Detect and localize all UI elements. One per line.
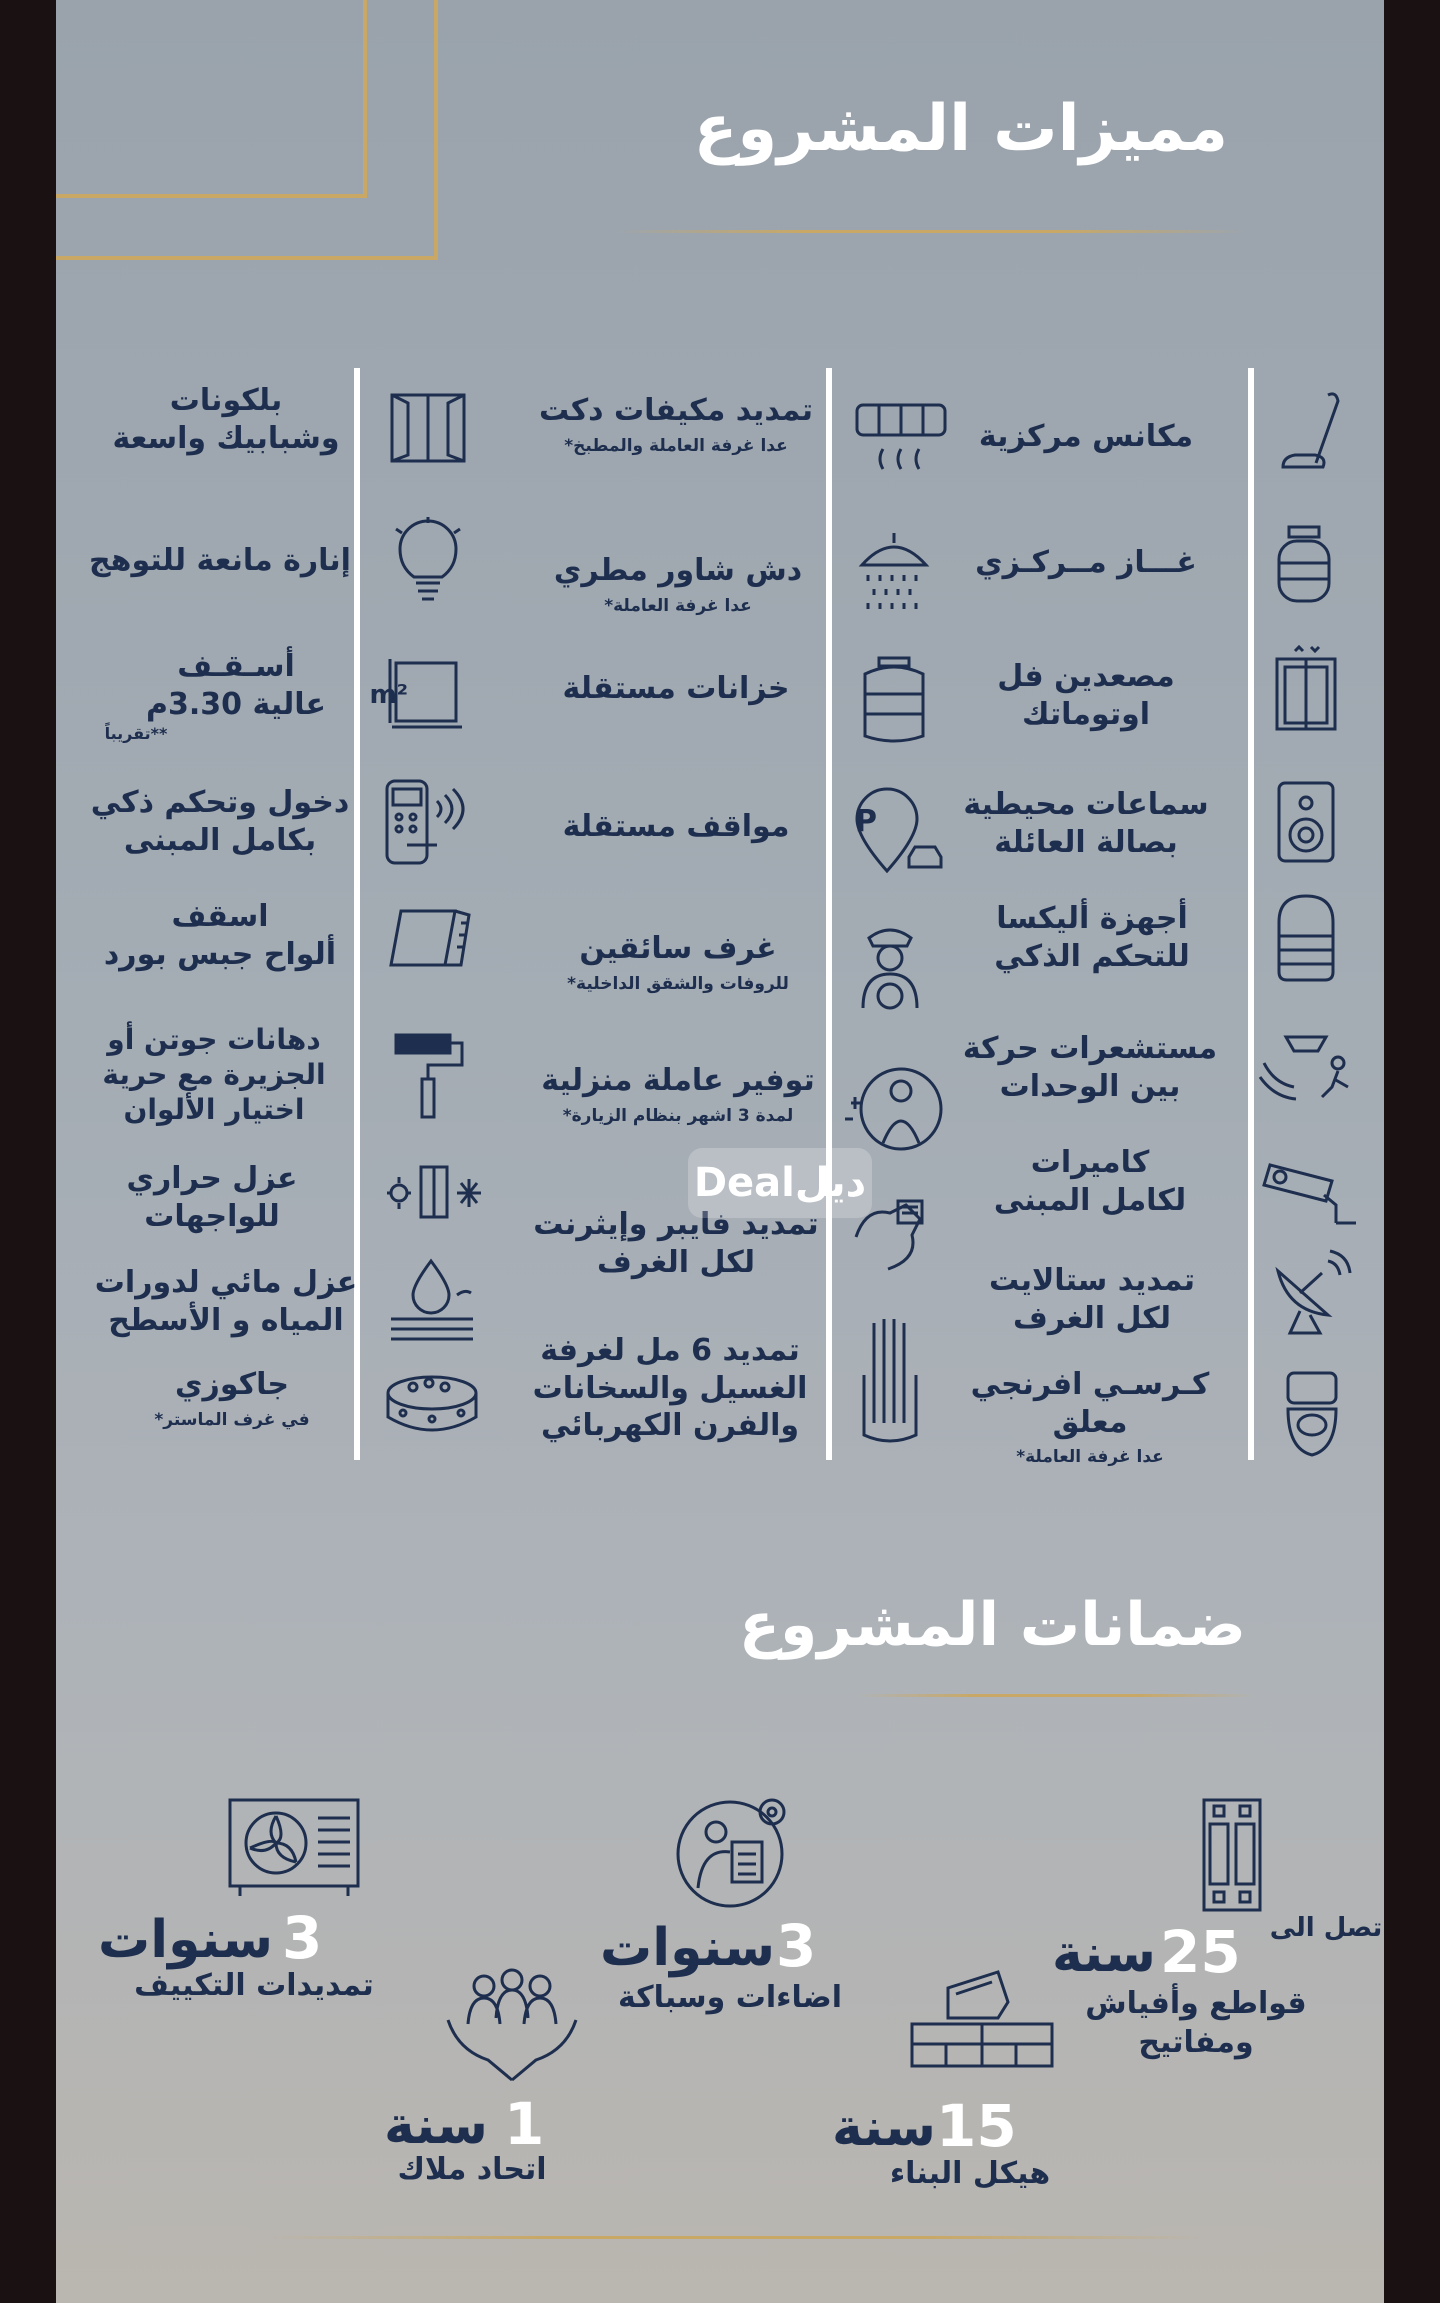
feature-label: تمديد مكيفات دكت عدا غرفة العاملة والمطبخ* [538,393,814,456]
title-underline [856,1694,1256,1697]
warranty-prefix: تصل الى [1269,1913,1383,1943]
camera-icon [1264,1155,1360,1229]
deal-watermark: ديلDeal [688,1148,872,1218]
warranty-unit: سنة [384,2096,488,2156]
warranty-unit: سنوات [600,1918,776,1978]
feature-label: مستشعرات حركة بين الوحدات [962,1031,1218,1104]
area-m2-icon [369,655,466,733]
footer-line [266,2236,1206,2239]
satellite-dish-icon [1270,1251,1350,1337]
elevator-icon [1273,647,1339,733]
feature-label: تمديد ستالايت لكل الغرف [988,1263,1196,1336]
feature-label: تمديد فايبر وإيثرنت لكل الغرف [533,1207,819,1280]
warranty-years: 3 [282,1904,323,1972]
feature-label: غرف سائقين للروفات والشقق الداخلية* [567,931,789,994]
warranty-years: 3 [776,1912,817,1980]
feature-label: كـرسـي افرنجي معلق عدا غرفة العاملة* [970,1367,1210,1467]
feature-label: أسـقـف عالية 3.30م [146,649,326,722]
warranty-years: 25 [1160,1918,1241,1986]
svg-text:m²: m² [369,680,408,710]
feature-label: كاميرات لكامل المبنى [993,1145,1187,1218]
warranty-description: قواطع وأفياش ومفاتيح [1085,1986,1307,2060]
warranty-years: 1 [504,2090,545,2158]
technician-icon [672,1792,792,1912]
feature-label: سماعات محيطية بصالة العائلة [963,787,1209,860]
driver-icon [855,920,925,1012]
feature-label: جاكوزي في غرف الماستر* [154,1367,310,1430]
feature-label: إنارة مانعة للتوهج [89,543,351,578]
breaker-icon [1200,1794,1264,1914]
feature-label: توفير عاملة منزلية لمدة 3 اشهر بنظام الزيارة* [541,1063,815,1126]
warranty-description: تمديدات التكييف [134,1968,374,2003]
feature-note: **تقريباً [104,724,168,743]
warranty-title: ضمانات المشروع [739,1590,1246,1660]
duct-ac-icon [853,393,949,483]
feature-label: تمديد 6 مل لغرفة الغسيل والسخانات والفرن الكهربائي [532,1333,808,1443]
toilet-icon [1282,1369,1342,1459]
feature-label: دهانات جوتن أو الجزيرة مع حرية اختيار الألوان [102,1023,326,1126]
warranty-description: هيكل البناء [889,2156,1051,2191]
parking-icon [853,785,943,875]
column-divider [826,368,832,1460]
rain-shower-icon [856,529,932,619]
feature-label: مكانس مركزية [978,419,1194,454]
warranty-description: اتحاد ملاك [397,2152,547,2187]
jacuzzi-icon [383,1365,481,1435]
feature-label: مصعدين فل اوتوماتك [997,659,1175,732]
features-title: مميزات المشروع [693,92,1228,166]
feature-label: عزل حراري للواجهات [126,1161,298,1234]
title-underline [616,230,1246,233]
poster-panel [56,0,1384,2303]
thermal-insulation-icon [385,1163,483,1221]
feature-label: دش شاور مطري عدا غرفة العاملة* [553,553,803,616]
feature-label: بلكونات وشبابيك واسعة [112,383,340,456]
water-tank-icon [857,654,931,746]
gas-cylinder-icon [1271,523,1337,609]
water-insulation-icon [387,1257,477,1343]
feature-label: اسقف ألواح جبس بورد [103,899,337,972]
warranty-unit: سنة [832,2098,936,2158]
housemaid-icon [839,1063,949,1153]
bricks-icon [908,1964,1056,2072]
column-divider [1248,368,1254,1460]
ac-unit-icon [226,1796,362,1900]
light-bulb-icon [390,515,466,605]
speaker-icon [1275,779,1337,865]
feature-label: غـــاز مــركـزي [975,545,1197,580]
paint-roller-icon [390,1031,470,1121]
smart-lock-icon [381,777,471,867]
gypsum-board-icon [387,905,473,971]
warranty-years: 15 [936,2092,1017,2160]
feature-label: أجهزة أليكسا للتحكم الذكي [994,901,1190,974]
warranty-unit: سنة [1052,1924,1156,1984]
motion-sensor-icon [1256,1033,1360,1103]
feature-label: مواقف مستقلة [562,809,790,844]
owners-union-icon [444,1970,580,2082]
feature-label: دخول وتحكم ذكي بكامل المبنى [90,785,350,858]
gold-frame-inner [56,0,367,198]
feature-label: خزانات مستقلة [562,671,790,706]
warranty-description: اضاءات وسباكة [617,1980,843,2015]
warranty-unit: سنوات [98,1910,274,1970]
svg-text:P: P [855,804,877,839]
window-icon [388,391,468,465]
vacuum-icon [1273,387,1343,477]
feature-label: عزل مائي لدورات المياه و الأسطح [94,1265,358,1338]
cable-icon [858,1315,922,1445]
smart-speaker-icon [1273,892,1339,984]
